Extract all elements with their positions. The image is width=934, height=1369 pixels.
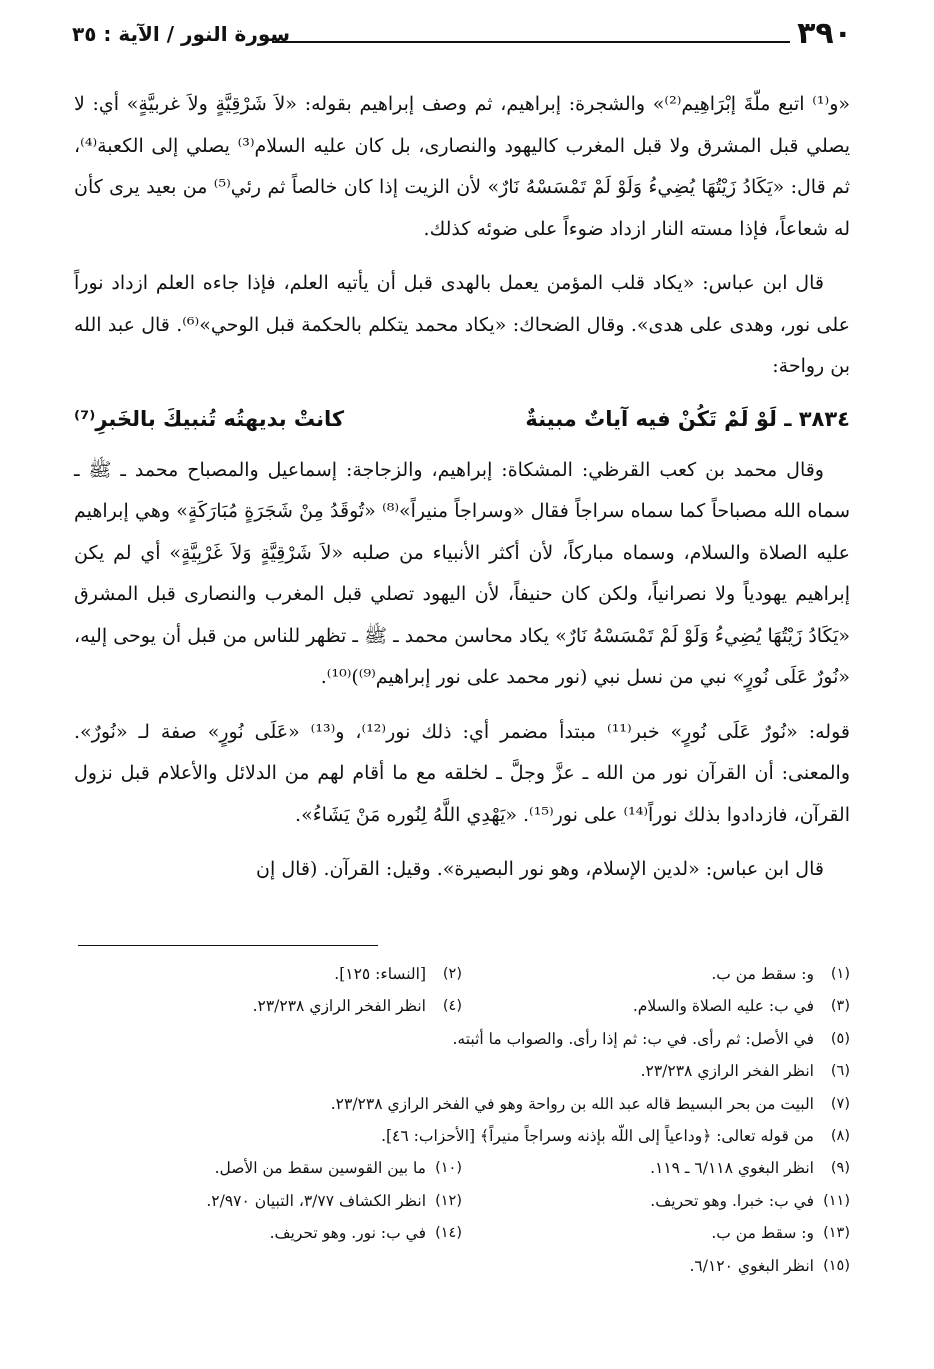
footnote-rule [78, 945, 378, 946]
verse-first-hemistich [525, 396, 850, 442]
footnote-4: (٤) انظر الفخر الرازي ٢٣/٢٣٨. [252, 997, 462, 1016]
footnote-11: (١١) في ب: خبرا. وهو تحريف. [650, 1191, 850, 1210]
footnote-row [74, 1152, 850, 1184]
paragraph-2: قال ابن عباس: «يكاد قلب المؤمن يعمل بالهدى قبل أن يأتيه العلم، فإذا جاءه العلم ازداد نوراً على نور، وهدى على هدى». وقال الضحاك: «يكاد محمد يتكلم بالحكمة قبل الوحي»⁽⁶⁾. قال عبد الله بن رواحة: [74, 272, 850, 377]
surah-title: سورة النور / الآية : ٣٥ [72, 22, 291, 46]
footnote-10: (١٠) ما بين القوسين سقط من الأصل. [214, 1159, 462, 1178]
verse-first-text: لَوْ لَمْ تَكُنْ فيه آياتٌ مبينةٌ [525, 406, 777, 431]
footnote-2: (٢) [النساء: ١٢٥]. [334, 965, 462, 983]
footnote-3: (٣) في ب: عليه الصلاة والسلام. [632, 997, 850, 1016]
footnote-row [74, 958, 850, 990]
paragraph-3: وقال محمد بن كعب القرظي: المشكاة: إبراهيم، والزجاجة: إسماعيل والمصباح محمد ـ ﷺ ـ سماه الله مصباحاً كما سماه سراجاً فقال «وسراجاً منيراً»⁽⁸⁾ «تُوقَدُ مِنْ شَجَرَةٍ مُبَارَكَةٍ» وهي إبراهيم عليه الصلاة والسلام، وسماه مباركاً، لأن أكثر الأنبياء من صلبه «لاَ شَرْقِيَّةٍ وَلاَ غَرْبِيَّةٍ» أي لم يكن إبراهيم يهودياً ولا نصرانياً، ولكن كان حنيفاً، لأن اليهود تصلي قبل المغرب والنصارى قبل المشرق «يَكَادُ زَيْتُهَا يُضِيءُ وَلَوْ لَمْ تَمْسَسْهُ نَارٌ» يكاد محاسن محمد ـ ﷺ ـ تظهر للناس من قبل أن يوحى إليه، «نُورٌ عَلَى نُورٍ» نبي من نسل نبي (نور محمد على نور إبراهيم⁽⁹⁾)⁽¹⁰⁾. [74, 458, 850, 688]
page-number: ٣٩٠ [797, 16, 852, 51]
footnote-7: (٧) البيت من بحر البسيط قاله عبد الله بن رواحة وهو في الفخر الرازي ٢٣/٢٣٨. [330, 1094, 850, 1113]
poetry-verse [74, 396, 850, 442]
footnote-row [74, 1023, 850, 1055]
footnotes [74, 958, 850, 1282]
page-header [72, 14, 852, 54]
footnote-row [74, 1185, 850, 1217]
paragraph-1: «و⁽¹⁾ اتبع ملّةَ إبْرَاهِيم⁽²⁾» والشجرة: إبراهيم، ثم وصف إبراهيم بقوله: «لاَ شَرْقِيَّةٍ ولاَ غربيَّةٍ» أي: لا يصلي قبل المشرق ولا قبل المغرب كاليهود والنصارى، بل كان عليه السلام⁽³⁾ يصلي إلى الكعبة⁽⁴⁾، ثم قال: «يَكَادُ زَيْتُهَا يُضِيءُ وَلَوْ لَمْ تَمْسَسْهُ نَارٌ» لأن الزيت إذا كان خالصاً ثم رئي⁽⁵⁾ من بعيد يرى كأن له شعاعاً، فإذا مسته النار ازداد ضوءاً على ضوئه كذلك. [74, 93, 850, 240]
paragraph-5: قال ابن عباس: «لدين الإسلام، وهو نور البصيرة». وقيل: القرآن. (قال إن [256, 858, 824, 880]
footnote-6: (٦) انظر الفخر الرازي ٢٣/٢٣٨. [640, 1062, 850, 1081]
footnote-row [74, 1250, 850, 1282]
footnote-13: (١٣) و: سقط من ب. [711, 1224, 850, 1243]
footnote-15: (١٥) انظر البغوي ٦/١٢٠. [689, 1256, 850, 1275]
footnote-8: (٨) من قوله تعالى: ﴿وداعياً إلى اللّه بإذنه وسراجاً منيراً﴾ [الأحزاب: ٤٦]. [381, 1127, 850, 1146]
footnote-5: (٥) في الأصل: ثم رأى. في ب: ثم إذا رأى. والصواب ما أثبته. [452, 1029, 850, 1048]
footnote-row [74, 990, 850, 1022]
footnote-row [74, 1088, 850, 1120]
footnote-9: (٩) انظر البغوي ٦/١١٨ ـ ١١٩. [650, 1159, 850, 1178]
footnote-14: (١٤) في ب: نور. وهو تحريف. [269, 1224, 462, 1243]
footnote-row [74, 1217, 850, 1249]
footnote-row [74, 1120, 850, 1152]
main-text [74, 84, 850, 891]
footnote-row [74, 1055, 850, 1087]
header-rule [272, 41, 790, 43]
footnote-12: (١٢) انظر الكشاف ٣/٧٧، التبيان ٢/٩٧٠. [206, 1191, 462, 1210]
paragraph-4: قوله: «نُورٌ عَلَى نُورٍ» خبر⁽¹¹⁾ مبتدأ مضمر أي: ذلك نور⁽¹²⁾، و⁽¹³⁾ «عَلَى نُورٍ» صفة لـ «نُورٌ». والمعنى: أن القرآن نور من الله ـ عزَّ وجلَّ ـ لخلقه مع ما أقام لهم من الدلائل والأعلام قبل نزول القرآن، فازدادوا بذلك نوراً⁽¹⁴⁾ على نور⁽¹⁵⁾. «يَهْدِي اللَّهُ لِنُوره مَنْ يَشَاءُ». [74, 720, 850, 826]
footnote-1: (١) و: سقط من ب. [711, 965, 850, 983]
verse-second-hemistich: كانتْ بديهتُه تُنبيكَ بالخَبرِ⁽⁷⁾ [74, 406, 345, 431]
verse-number: ٣٨٣٤ ـ [784, 406, 850, 431]
